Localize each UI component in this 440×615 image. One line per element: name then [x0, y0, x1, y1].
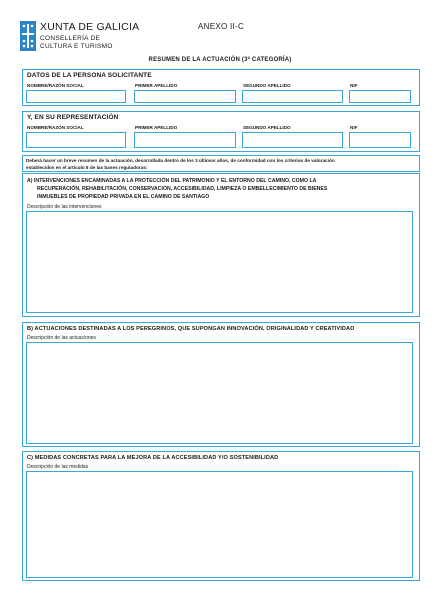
representative-nif-label: NIF	[350, 125, 358, 130]
applicant-surname1-field[interactable]	[134, 90, 236, 103]
section-a-desc-label: Descripción de las intervenciones	[27, 204, 102, 210]
section-b-textarea[interactable]	[26, 342, 413, 444]
section-b-desc-label: Descripción de las actuaciones	[27, 335, 96, 341]
section-b	[22, 322, 420, 447]
applicant-surname2-label: SEGUNDO APELLIDO	[243, 83, 291, 88]
instructions-line-2: establecidos en el artículo 8 de las bases reguladoras:	[26, 165, 148, 170]
applicant-surname2-field[interactable]	[242, 90, 343, 103]
representative-name-label: NOMBRE/RAZÓN SOCIAL	[27, 125, 84, 130]
representative-name-field[interactable]	[26, 132, 126, 148]
organization-name: XUNTA DE GALICIA	[40, 21, 140, 33]
section-a-line-3: INMUEBLES DE PROPIEDAD PRIVADA EN EL CAMINO DE SANTIAGO	[37, 194, 210, 200]
section-c-title: C) MEDIDAS CONCRETAS PARA LA MEJORA DE LA ACCESIBILIDAD Y/O SOSTENIBILIDAD	[27, 455, 279, 461]
applicant-nif-field[interactable]	[349, 90, 411, 103]
representative-surname2-label: SEGUNDO APELLIDO	[243, 125, 291, 130]
section-a-textarea[interactable]	[26, 211, 413, 313]
section-b-title: B) ACTUACIONES DESTINADAS A LOS PEREGRINOS, QUE SUPONGAN INNOVACIÓN, ORIGINALIDAD Y CREATIVIDAD	[27, 326, 355, 332]
applicant-section-title: DATOS DE LA PERSONA SOLICITANTE	[27, 72, 152, 79]
representative-nif-field[interactable]	[349, 132, 411, 148]
applicant-name-field[interactable]	[26, 90, 126, 103]
representative-surname2-field[interactable]	[242, 132, 343, 148]
document-title: RESUMEN DE LA ACTUACIÓN (3ª CATEGORÍA)	[148, 57, 292, 63]
applicant-section	[22, 69, 420, 106]
section-c-desc-label: Descripción de las medidas	[27, 464, 89, 470]
department-line-2: CULTURA E TURISMO	[40, 43, 113, 50]
section-a-line-1: A) INTERVENCIONES ENCAMINADAS A LA PROTECCIÓN DEL PATRIMONIO Y EL ENTORNO DEL CAMINO, COMO LA	[27, 178, 317, 184]
section-c	[22, 451, 420, 581]
annex-label: ANEXO II-C	[198, 22, 245, 31]
applicant-name-label: NOMBRE/RAZÓN SOCIAL	[27, 83, 84, 88]
representative-surname1-label: PRIMER APELLIDO	[135, 125, 178, 130]
xunta-cross-logo-icon	[20, 21, 36, 51]
instructions-line-1: Deberá hacer un breve resumen de la actuación, desarrollada dentro de los 3 últimos años, de conformidad con los criterios de valoración	[26, 158, 335, 163]
organization-header	[40, 21, 139, 51]
applicant-nif-label: NIF	[350, 83, 358, 88]
representative-section	[22, 111, 420, 152]
section-c-textarea[interactable]	[26, 471, 413, 578]
department-line-1: CONSELLERÍA DE	[40, 35, 101, 42]
section-a	[22, 173, 420, 317]
instructions-box	[22, 155, 420, 172]
representative-surname1-field[interactable]	[134, 132, 236, 148]
representative-section-title: Y, EN SU REPRESENTACIÓN	[27, 114, 119, 121]
applicant-surname1-label: PRIMER APELLIDO	[135, 83, 178, 88]
section-a-line-2: RECUPERACIÓN, REHABILITACIÓN, CONSERVACIÓN, ACCESIBILIDAD, LIMPIEZA O EMBELLECIMIENTO DE BIENES	[37, 186, 328, 192]
